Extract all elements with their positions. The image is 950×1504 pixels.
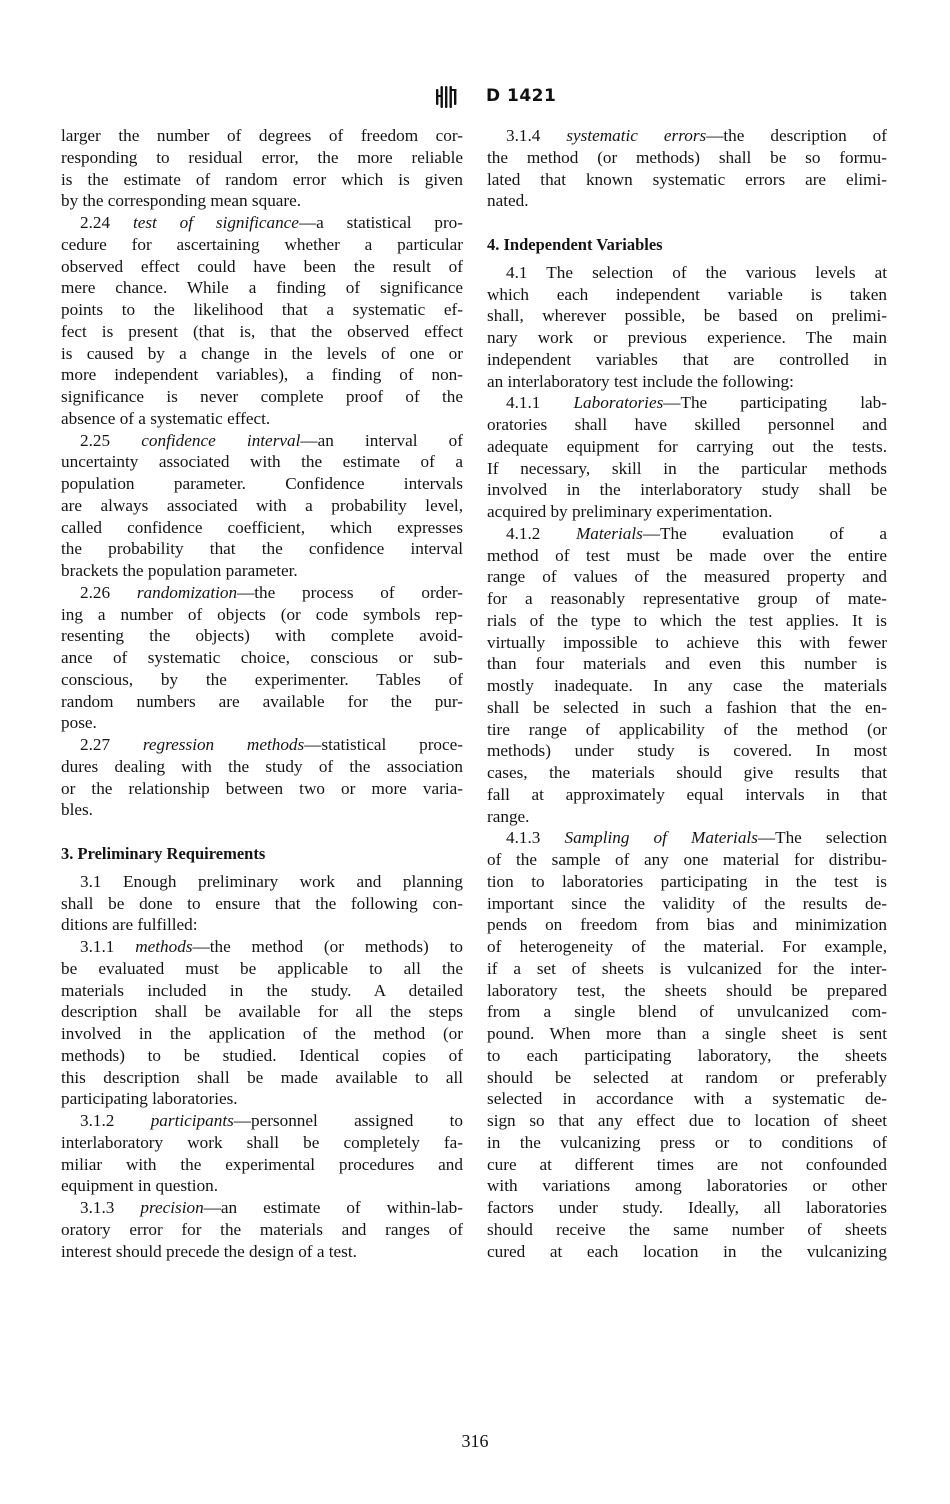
text-fragment: —personnel assigned to — [233, 1111, 463, 1130]
text-line: involved in the application of the method (or — [61, 1024, 463, 1043]
text-line — [61, 1110, 463, 1132]
text-line: fect is present (that is, that the observed effect — [61, 321, 463, 341]
text-line: than four materials and even this number is — [487, 654, 887, 674]
text-fragment: —the process of order- — [237, 582, 463, 602]
defined-term: participants — [150, 1111, 234, 1130]
text-line — [61, 734, 463, 756]
defined-term: randomization — [136, 582, 238, 602]
text-line: an interlaboratory test include the following: — [487, 371, 794, 391]
text-line: selected in accordance with a systematic de- — [487, 1089, 887, 1109]
text-line: uncertainty associated with the estimate of a — [61, 452, 463, 472]
text-line: resenting the objects) with complete avoid- — [61, 626, 463, 646]
text-line: more independent variables), a finding of non- — [61, 365, 463, 385]
section-heading-3: 3. Preliminary Requirements — [61, 844, 266, 863]
defined-term: precision — [140, 1198, 204, 1217]
text-line: rials of the type to which the test applies. It is — [487, 610, 887, 630]
text-fragment: —the method (or methods) to — [192, 937, 463, 956]
text-line: materials included in the study. A detailed — [61, 980, 463, 1000]
text-line: by the corresponding mean square. — [61, 191, 302, 211]
text-line: oratories shall have skilled personnel and — [487, 415, 887, 434]
text-line — [487, 392, 887, 414]
paragraph-4-1 — [487, 262, 887, 393]
text-line: random numbers are available for the pur- — [61, 691, 463, 711]
page-header — [0, 80, 950, 114]
text-line — [61, 582, 463, 604]
page-number: 316 — [461, 1431, 489, 1451]
text-line: dures dealing with the study of the association — [61, 756, 463, 776]
text-line: brackets the population parameter. — [61, 561, 298, 580]
text-line: pends on freedom from bias and minimization — [487, 915, 887, 935]
clause-number: 4.1.3 — [506, 828, 541, 848]
text-line: nated. — [487, 191, 529, 211]
paragraph-2-24 — [61, 212, 463, 430]
text-line: important since the validity of the results de- — [487, 893, 887, 913]
text-line — [61, 212, 463, 234]
defined-term: systematic errors — [566, 126, 707, 145]
text-line: is the estimate of random error which is given — [61, 169, 463, 189]
text-line: if a set of sheets is vulcanized for the inter- — [487, 958, 887, 978]
text-line: shall be selected in such a fashion that the en- — [487, 697, 887, 717]
text-line: significance is never complete proof of the — [61, 387, 463, 406]
paragraph-4-1-3 — [487, 827, 887, 1262]
text-line: cases, the materials should give results that — [487, 763, 887, 782]
text-line: should be selected at random or preferably — [487, 1067, 887, 1087]
clause-number: 3.1.3 — [80, 1198, 115, 1217]
spacer — [61, 821, 463, 843]
text-line: tire range of applicability of the method (or — [487, 719, 887, 739]
text-fragment: —statistical proce- — [304, 735, 463, 754]
astm-logo-icon — [431, 84, 461, 110]
paragraph-3-1-1 — [61, 936, 463, 1110]
paragraph-2-27 — [61, 734, 463, 821]
text-line: fall at approximately equal intervals in that — [487, 784, 887, 804]
text-line: methods) under study is covered. In most — [487, 741, 887, 761]
text-line: shall be done to ensure that the following con- — [61, 893, 463, 913]
text-fragment: —the description of — [706, 126, 887, 145]
text-line: range. — [487, 806, 530, 826]
section-heading-4: 4. Independent Variables — [487, 235, 663, 254]
text-line: nary work or previous experience. The main — [487, 328, 887, 347]
text-line: interlaboratory work shall be completely fa- — [61, 1132, 463, 1152]
text-line: called confidence coefficient, which expresses — [61, 517, 463, 537]
text-line: 4.1 The selection of the various levels at — [506, 262, 887, 282]
paragraph-2-25 — [61, 430, 463, 582]
text-line — [487, 827, 887, 849]
clause-number: 3.1.1 — [80, 937, 115, 956]
paragraph-3-1 — [61, 871, 463, 936]
text-line — [61, 430, 463, 452]
paragraph-2-26 — [61, 582, 463, 734]
text-line: participating laboratories. — [61, 1089, 238, 1109]
text-line: or the relationship between two or more varia- — [61, 778, 463, 798]
text-line: observed effect could have been the result of — [61, 256, 463, 276]
paragraph-4-1-1 — [487, 392, 887, 523]
text-line: description shall be available for all the steps — [61, 1002, 463, 1022]
text-line: the probability that the confidence interval — [61, 539, 463, 559]
text-line: shall, wherever possible, be based on prelimi- — [487, 306, 887, 326]
text-line: should receive the same number of sheets — [487, 1219, 887, 1239]
text-line: If necessary, skill in the particular methods — [487, 458, 887, 478]
clause-number: 3.1.4 — [506, 126, 541, 145]
text-line: which each independent variable is taken — [487, 284, 887, 304]
text-line: method of test must be made over the entire — [487, 545, 887, 565]
clause-number: 2.26 — [80, 582, 111, 602]
text-line: equipment in question. — [61, 1176, 219, 1196]
text-line: pose. — [61, 713, 97, 733]
text-line: methods) to be studied. Identical copies of — [61, 1045, 463, 1065]
text-line: oratory error for the materials and ranges of — [61, 1219, 463, 1239]
text-line: range of values of the measured property and — [487, 567, 887, 587]
text-fragment: —The participating lab- — [663, 393, 888, 413]
text-line: laboratory test, the sheets should be prepared — [487, 980, 887, 1000]
paragraph-continuation — [61, 125, 463, 212]
text-line: points to the likelihood that a systematic ef- — [61, 300, 463, 319]
clause-number: 4.1.2 — [506, 523, 541, 543]
text-line: 3.1 Enough preliminary work and planning — [80, 871, 463, 891]
text-line: adequate equipment for carrying out the tests. — [487, 436, 887, 456]
text-line: pound. When more than a single sheet is sent — [487, 1024, 887, 1043]
text-line: is caused by a change in the levels of one or — [61, 343, 463, 363]
defined-term: Materials — [575, 523, 643, 543]
left-column — [61, 125, 463, 1262]
text-line: responding to residual error, the more reliable — [61, 147, 463, 167]
text-fragment: —The evaluation of a — [642, 523, 887, 543]
spacer — [487, 212, 887, 234]
text-line: involved in the interlaboratory study shall be — [487, 480, 887, 500]
text-line: miliar with the experimental procedures and — [61, 1154, 463, 1174]
paragraph-3-1-4 — [487, 125, 887, 212]
text-line: of heterogeneity of the material. For example, — [487, 937, 887, 956]
text-line: bles. — [61, 800, 93, 820]
paragraph-3-1-3 — [61, 1197, 463, 1262]
text-line: mere chance. While a finding of significance — [61, 278, 463, 298]
text-line: lated that known systematic errors are elimi- — [487, 169, 887, 189]
text-line: larger the number of degrees of freedom cor- — [61, 126, 463, 145]
text-fragment: —an interval of — [300, 430, 464, 450]
clause-number: 2.27 — [80, 735, 111, 754]
text-line: factors under study. Ideally, all laboratories — [487, 1198, 887, 1217]
text-line: virtually impossible to achieve this with fewer — [487, 632, 887, 652]
text-fragment: —an estimate of within-lab- — [203, 1198, 463, 1217]
defined-term: confidence interval — [141, 430, 301, 450]
text-line: mostly inadequate. In any case the materials — [487, 676, 887, 695]
text-line: the method (or methods) shall be so formu- — [487, 147, 887, 167]
defined-term: Sampling of Materials — [564, 828, 758, 848]
clause-number: 2.25 — [80, 430, 111, 450]
text-line: cedure for ascertaining whether a particular — [61, 234, 463, 254]
defined-term: methods — [135, 937, 193, 956]
text-line: ing a number of objects (or code symbols rep- — [61, 604, 463, 624]
paragraph-3-1-2 — [61, 1110, 463, 1197]
text-line: for a reasonably representative group of mate- — [487, 589, 887, 608]
text-line: cure at different times are not confounded — [487, 1154, 887, 1174]
text-line: from a single blend of unvulcanized com- — [487, 1002, 887, 1022]
paragraph-4-1-2 — [487, 523, 887, 828]
text-line — [487, 125, 887, 147]
text-line: absence of a systematic effect. — [61, 408, 271, 428]
text-line: interest should precede the design of a test. — [61, 1241, 357, 1261]
defined-term: regression methods — [142, 735, 305, 754]
text-fragment: —The selection — [757, 828, 888, 848]
text-line: with variations among laboratories or other — [487, 1176, 887, 1196]
right-column — [487, 125, 887, 1262]
text-line: ditions are fulfilled: — [61, 915, 198, 935]
defined-term: Laboratories — [573, 393, 664, 413]
document-id: D 1421 — [486, 86, 557, 106]
text-line — [487, 523, 887, 545]
text-line: tion to laboratories participating in the test is — [487, 871, 887, 891]
text-line: conscious, by the experimenter. Tables of — [61, 669, 463, 689]
text-line: sign so that any effect due to location of sheet — [487, 1111, 887, 1130]
text-fragment: —a statistical pro- — [298, 213, 464, 232]
text-line: are always associated with a probability level, — [61, 495, 463, 515]
text-line: of the sample of any one material for distribu- — [487, 850, 887, 869]
text-line: be evaluated must be applicable to all the — [61, 958, 463, 978]
clause-number: 2.24 — [80, 213, 111, 232]
text-line: acquired by preliminary experimentation. — [487, 502, 773, 521]
text-line — [61, 936, 463, 958]
text-line: population parameter. Confidence intervals — [61, 474, 463, 493]
text-line: to each participating laboratory, the sheets — [487, 1045, 887, 1065]
text-line: ance of systematic choice, conscious or sub- — [61, 648, 463, 667]
text-line: in the vulcanizing press or to conditions of — [487, 1132, 887, 1152]
clause-number: 3.1.2 — [80, 1111, 115, 1130]
clause-number: 4.1.1 — [506, 393, 541, 413]
text-line — [61, 1197, 463, 1219]
text-line: this description shall be made available to all — [61, 1067, 463, 1087]
defined-term: test of significance — [132, 213, 299, 232]
text-line: independent variables that are controlled in — [487, 349, 887, 369]
text-line: cured at each location in the vulcanizing — [487, 1241, 887, 1261]
